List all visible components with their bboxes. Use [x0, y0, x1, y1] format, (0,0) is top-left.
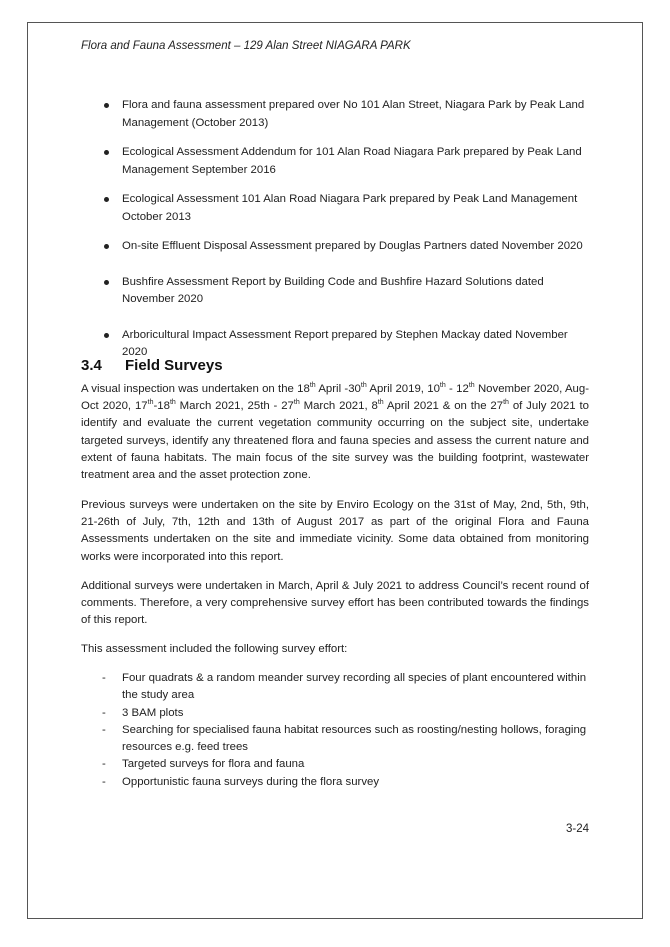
- dash-marker: -: [102, 723, 106, 736]
- paragraph-site-inspection: A visual inspection was undertaken on the 18th April -30th April 2019, 10th - 12th November 2020, Aug-Oct 2020, 17th-18th March 2021, 25th - 27th March 2021, 8th April 2021 & on the 27th of July 2021 to identify and evaluate the current vegetation community occurring on the subject site, undertake targeted surveys, identify any threatened flora and fauna species and assess the current nature and extent of fauna habitats. The main focus of the site survey was the building footprint, wastewater treatment area and the asset protection zone.: [81, 382, 589, 482]
- paragraph-additional-surveys: Additional surveys were undertaken in March, April & July 2021 to address Council’s recent round of comments. Therefore, a very comprehensive survey effort has been contributed towards the findings of this report.: [81, 580, 589, 627]
- bullet-icon: [104, 103, 109, 108]
- dash-marker: -: [102, 672, 106, 684]
- reference-item: Bushfire Assessment Report by Building Code and Bushfire Hazard Solutions dated November 2020: [81, 274, 593, 309]
- running-header: Flora and Fauna Assessment – 129 Alan Street NIAGARA PARK: [81, 40, 411, 52]
- reference-item: Ecological Assessment 101 Alan Road Niagara Park prepared by Peak Land Management October 2013: [81, 191, 593, 226]
- paragraph-survey-intro: This assessment included the following survey effort:: [81, 643, 348, 655]
- reference-item: On-site Effluent Disposal Assessment prepared by Douglas Partners dated November 2020: [81, 238, 593, 256]
- dash-marker: -: [102, 758, 106, 771]
- section-number: 3.4: [81, 357, 102, 374]
- dash-marker: -: [102, 706, 106, 719]
- bullet-icon: [104, 150, 109, 155]
- bullet-icon: [104, 280, 109, 285]
- dash-marker: -: [102, 775, 106, 788]
- bullet-icon: [104, 333, 109, 338]
- survey-effort-list: [81, 670, 593, 791]
- section-heading: [81, 357, 223, 374]
- page-number: 3-24: [566, 823, 590, 835]
- reference-list: [81, 97, 593, 362]
- reference-item: Flora and fauna assessment prepared over No 101 Alan Street, Niagara Park by Peak Land Management (October 2013): [81, 97, 593, 132]
- bullet-icon: [104, 197, 109, 202]
- list-item: - 3 BAM plots: [81, 705, 593, 722]
- bullet-icon: [104, 244, 109, 249]
- list-item: - Four quadrats & a random meander survey recording all species of plant encountered within the study area: [102, 672, 587, 702]
- list-item: - Targeted surveys for flora and fauna: [81, 756, 593, 773]
- reference-item: Ecological Assessment Addendum for 101 Alan Road Niagara Park prepared by Peak Land Management September 2016: [81, 144, 593, 179]
- list-item: - Opportunistic fauna surveys during the flora survey: [81, 774, 593, 791]
- list-item: - Searching for specialised fauna habitat resources such as roosting/nesting hollows, foraging resources e.g. feed trees: [102, 723, 587, 754]
- section-title: Field Surveys: [125, 357, 223, 374]
- paragraph-previous-surveys: Previous surveys were undertaken on the site by Enviro Ecology on the 31st of May, 2nd, 5th, 9th, 21-26th of July, 7th, 12th and 13th of August 2017 as part of the original Flora and Fauna Assessments undertaken on the site and immediate vicinity. Some data obtained from monitoring works were incorporated into this report.: [81, 499, 589, 563]
- reference-item: Arboricultural Impact Assessment Report prepared by Stephen Mackay dated November 2020: [81, 327, 593, 362]
